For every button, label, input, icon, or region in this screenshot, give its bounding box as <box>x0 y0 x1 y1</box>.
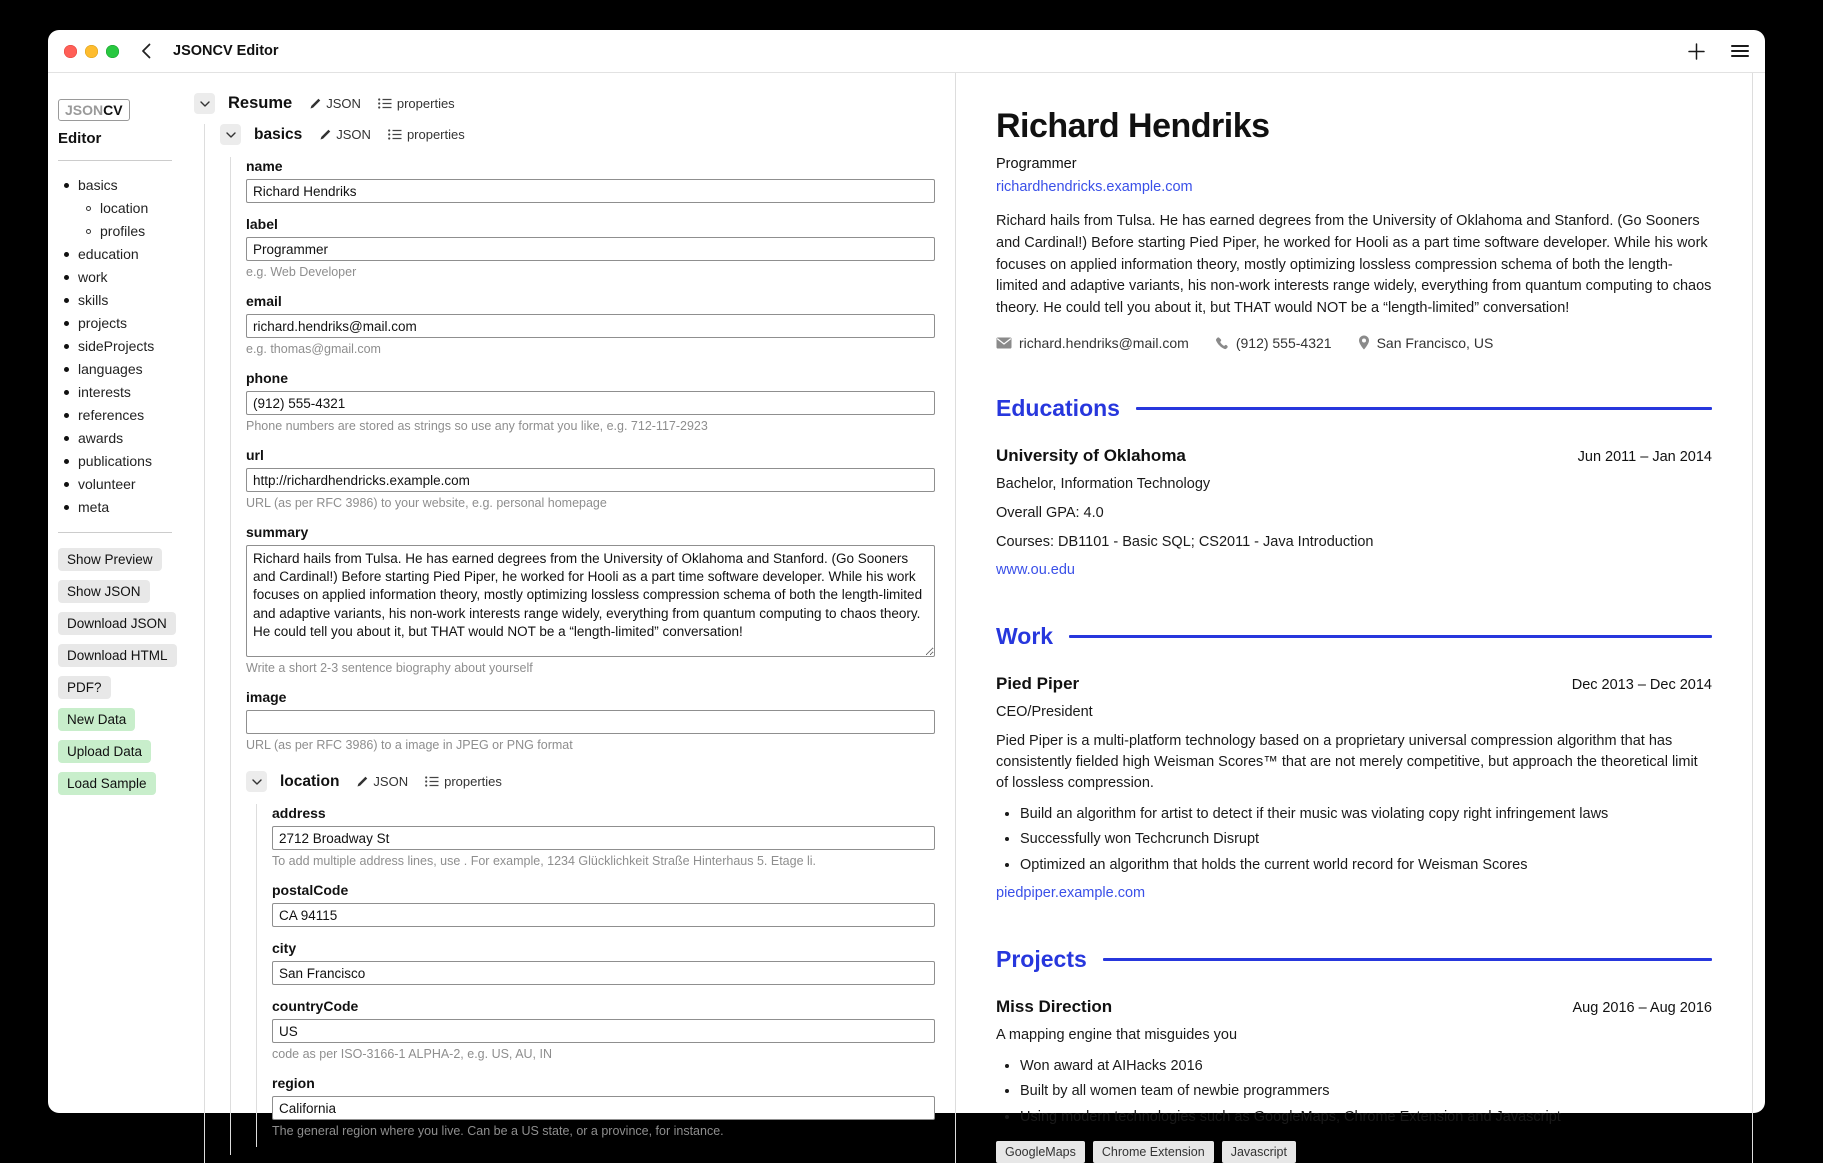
project-name: Miss Direction <box>996 996 1113 1016</box>
countrycode-label: countryCode <box>272 998 359 1014</box>
properties-list-icon <box>388 129 402 140</box>
upload-data-button[interactable]: Upload Data <box>58 740 151 763</box>
bullet-icon <box>64 390 69 395</box>
resume-edit-json-button[interactable]: JSON <box>309 96 361 111</box>
educations-heading: Educations <box>996 394 1120 421</box>
work-highlight: • Successfully won Techcrunch Disrupt <box>1020 829 1712 850</box>
sidebar-item-meta[interactable]: meta <box>58 496 174 519</box>
region-hint: The general region where you live. Can be a US state, or a province, for instance. <box>272 1124 724 1138</box>
bullet-icon <box>64 183 69 188</box>
envelope-icon <box>996 337 1012 349</box>
sidebar-item-languages[interactable]: languages <box>58 358 174 381</box>
collapse-resume-button[interactable] <box>194 93 215 114</box>
field-city <box>272 939 935 985</box>
hamburger-icon <box>1731 44 1749 58</box>
field-name <box>246 157 935 203</box>
bullet-icon <box>64 275 69 280</box>
pencil-icon <box>356 776 368 788</box>
phone-hint: Phone numbers are stored as strings so use any format you like, e.g. 712-117-2923 <box>246 419 708 433</box>
sidebar-item-profiles[interactable]: profiles <box>58 220 174 243</box>
project-highlight: • Using modern technologies such as GoogleMaps, Chrome Extension and Javascript <box>1020 1107 1712 1128</box>
field-phone <box>246 369 935 434</box>
education-title-row <box>996 446 1712 466</box>
project-highlights <box>996 1056 1712 1128</box>
region-input[interactable] <box>272 1096 935 1120</box>
chevron-down-icon <box>200 101 210 107</box>
work-highlight: • Optimized an algorithm that holds the current world record for Weisman Scores <box>1020 855 1712 876</box>
sidebar-item-location[interactable]: location <box>58 197 174 220</box>
preview-section-educations <box>996 395 1712 579</box>
work-rule <box>1069 635 1712 638</box>
projects-heading-row <box>996 946 1712 973</box>
plus-icon <box>1688 43 1705 60</box>
phone-input[interactable] <box>246 391 935 415</box>
bullet-icon <box>64 482 69 487</box>
field-countrycode <box>272 997 935 1062</box>
location-properties-button[interactable]: properties <box>425 774 502 789</box>
location-section-header <box>246 771 935 792</box>
bullet-icon <box>86 229 91 234</box>
educations-heading-row <box>996 395 1712 422</box>
basics-section-title: basics <box>254 125 303 143</box>
postalcode-input[interactable] <box>272 903 935 927</box>
bullet-icon <box>64 321 69 326</box>
work-title-row <box>996 674 1712 694</box>
project-date: Aug 2016 – Aug 2016 <box>1572 999 1712 1016</box>
properties-list-icon <box>425 776 439 787</box>
window-title: JSONCV Editor <box>173 43 279 59</box>
download-json-button[interactable]: Download JSON <box>58 612 176 635</box>
work-company: Pied Piper <box>996 673 1080 693</box>
resume-children <box>204 124 935 1163</box>
url-input[interactable] <box>246 468 935 492</box>
resume-section-title: Resume <box>228 94 293 112</box>
location-children <box>256 804 935 1147</box>
preview-job-title: Programmer <box>996 156 1077 172</box>
basics-children <box>230 157 935 1155</box>
phone-icon <box>1215 336 1229 350</box>
address-input[interactable] <box>272 826 935 850</box>
bullet-icon <box>86 206 91 211</box>
city-label: city <box>272 940 297 956</box>
field-label <box>246 215 935 280</box>
label-hint: e.g. Web Developer <box>246 265 357 279</box>
region-label: region <box>272 1075 315 1091</box>
work-link[interactable]: piedpiper.example.com <box>996 884 1146 901</box>
preview-section-work <box>996 623 1712 902</box>
work-date: Dec 2013 – Dec 2014 <box>1571 676 1712 693</box>
sidebar <box>48 73 180 1163</box>
sidebar-item-publications[interactable]: publications <box>58 450 174 473</box>
projects-rule <box>1103 958 1712 961</box>
preview-name: Richard Hendriks <box>996 107 1270 145</box>
back-chevron-icon <box>141 43 151 59</box>
sidebar-item-projects[interactable]: projects <box>58 312 174 335</box>
postalcode-label: postalCode <box>272 882 349 898</box>
pencil-icon <box>309 98 321 110</box>
menu-button[interactable] <box>1731 44 1749 58</box>
field-summary <box>246 523 935 676</box>
url-label: url <box>246 447 264 463</box>
load-sample-button[interactable]: Load Sample <box>58 772 156 795</box>
keyword-chip: Javascript <box>1222 1141 1296 1163</box>
field-region <box>272 1074 935 1139</box>
sidebar-item-work[interactable]: work <box>58 266 174 289</box>
app-window <box>48 30 1765 1160</box>
email-hint: e.g. thomas@gmail.com <box>246 342 381 356</box>
preview-contact-row <box>996 335 1712 351</box>
work-heading-row <box>996 623 1712 650</box>
summary-label: summary <box>246 524 309 540</box>
work-summary: Pied Piper is a multi-platform technology based on a proprietary universal compression algorithm that has consistently fielded high Weisman Scores™ that are not merely competitive, but approach the theoretical limit of lossless compression. <box>996 732 1698 791</box>
summary-textarea[interactable] <box>246 545 935 657</box>
field-url <box>246 446 935 511</box>
title-bar <box>48 30 1765 73</box>
properties-list-icon <box>378 98 392 109</box>
image-input[interactable] <box>246 710 935 734</box>
collapse-location-button[interactable] <box>246 771 267 792</box>
location-edit-json-button[interactable]: JSON <box>356 774 408 789</box>
bullet-icon <box>64 367 69 372</box>
basics-properties-button[interactable]: properties <box>388 127 465 142</box>
new-data-button[interactable]: New Data <box>58 708 135 731</box>
education-degree: Bachelor, Information Technology <box>996 475 1211 492</box>
work-item <box>996 674 1712 902</box>
sidebar-divider-bottom <box>58 532 172 533</box>
summary-hint: Write a short 2-3 sentence biography about yourself <box>246 661 533 675</box>
show-preview-button[interactable]: Show Preview <box>58 548 162 571</box>
contact-phone: (912) 555-4321 <box>1215 335 1332 351</box>
minimize-window-button[interactable] <box>85 45 98 58</box>
bullet-icon <box>64 252 69 257</box>
label-input[interactable] <box>246 237 935 261</box>
preview-section-projects <box>996 946 1712 1163</box>
image-label: image <box>246 689 287 705</box>
education-courses: Courses: DB1101 - Basic SQL; CS2011 - Java Introduction <box>996 533 1374 550</box>
sidebar-item-sideprojects[interactable]: sideProjects <box>58 335 174 358</box>
field-address <box>272 804 935 869</box>
image-hint: URL (as per RFC 3986) to a image in JPEG or PNG format <box>246 738 573 752</box>
show-json-button[interactable]: Show JSON <box>58 580 150 603</box>
resume-preview-pane <box>955 73 1753 1163</box>
project-keywords <box>996 1141 1712 1163</box>
sidebar-item-skills[interactable]: skills <box>58 289 174 312</box>
back-button[interactable] <box>141 43 151 59</box>
bullet-icon <box>64 436 69 441</box>
sidebar-item-basics[interactable]: basics <box>58 174 174 197</box>
collapse-basics-button[interactable] <box>220 124 241 145</box>
keyword-chip: GoogleMaps <box>996 1141 1085 1163</box>
logo-text-json: JSON <box>65 102 104 118</box>
phone-label: phone <box>246 370 288 386</box>
basics-edit-json-button[interactable]: JSON <box>319 127 371 142</box>
work-highlight: • Build an algorithm for artist to detect if their music was violating copy right infringement laws <box>1020 804 1712 825</box>
sidebar-nav <box>58 174 174 519</box>
project-highlight: • Won award at AIHacks 2016 <box>1020 1056 1712 1077</box>
sidebar-item-interests[interactable]: interests <box>58 381 174 404</box>
project-title-row <box>996 997 1712 1017</box>
city-input[interactable] <box>272 961 935 985</box>
education-institution: University of Oklahoma <box>996 445 1186 465</box>
bullet-icon <box>64 344 69 349</box>
download-html-button[interactable]: Download HTML <box>58 644 177 667</box>
contact-email: richard.hendriks@mail.com <box>996 335 1189 351</box>
bullet-icon <box>64 505 69 510</box>
url-hint: URL (as per RFC 3986) to your website, e.g. personal homepage <box>246 496 607 510</box>
sidebar-item-education[interactable]: education <box>58 243 174 266</box>
projects-heading: Projects <box>996 945 1087 972</box>
editor-form-pane <box>180 73 955 1163</box>
education-link[interactable]: www.ou.edu <box>996 561 1075 578</box>
preview-summary: Richard hails from Tulsa. He has earned degrees from the University of Oklahoma and Stanford. (Go Sooners and Cardinal!) Before starting Pied Piper, he worked for Hooli as a part time software developer. While his work focuses on applied information theory, mostly optimizing lossless compression schema of both the length-limited and adaptive variants, his non-work interests range widely, everything from quantum computing to chaos theory. He could tell you about it, but THAT would NOT be a “length-limited” conversation! <box>996 213 1712 316</box>
countrycode-input[interactable] <box>272 1019 935 1043</box>
sidebar-item-awards[interactable]: awards <box>58 427 174 450</box>
field-email <box>246 292 935 357</box>
label-label: label <box>246 216 278 232</box>
educations-rule <box>1136 407 1712 410</box>
field-postalcode <box>272 881 935 927</box>
project-item <box>996 997 1712 1163</box>
countrycode-hint: code as per ISO-3166-1 ALPHA-2, e.g. US, AU, IN <box>272 1047 552 1061</box>
resume-section-header <box>194 93 935 114</box>
location-pin-icon <box>1358 335 1370 350</box>
address-label: address <box>272 805 326 821</box>
contact-location: San Francisco, US <box>1358 335 1494 351</box>
field-image <box>246 688 935 753</box>
close-window-button[interactable] <box>64 45 77 58</box>
education-gpa: Overall GPA: 4.0 <box>996 504 1104 521</box>
window-controls <box>64 45 119 58</box>
sidebar-subtitle: Editor <box>58 130 102 147</box>
name-label: name <box>246 158 283 174</box>
main-content <box>48 73 1765 1163</box>
work-heading: Work <box>996 622 1054 649</box>
work-position: CEO/President <box>996 703 1093 720</box>
preview-website-link[interactable]: richardhendricks.example.com <box>996 179 1193 195</box>
pencil-icon <box>319 129 331 141</box>
logo-text-cv: CV <box>103 102 123 118</box>
resume-properties-button[interactable]: properties <box>378 96 455 111</box>
jsoncv-logo <box>58 99 130 121</box>
chevron-down-icon <box>226 132 236 138</box>
sidebar-item-references[interactable]: references <box>58 404 174 427</box>
new-tab-button[interactable] <box>1688 43 1705 60</box>
education-date: Jun 2011 – Jan 2014 <box>1577 448 1712 465</box>
email-label: email <box>246 293 282 309</box>
sidebar-item-volunteer[interactable]: volunteer <box>58 473 174 496</box>
chevron-down-icon <box>252 779 262 785</box>
education-item <box>996 446 1712 579</box>
work-highlights <box>996 804 1712 876</box>
address-hint: To add multiple address lines, use . For example, 1234 Glücklichkeit Straße Hinterhaus 5. Etage li. <box>272 854 817 868</box>
sidebar-divider-top <box>58 160 172 161</box>
name-input[interactable] <box>246 179 935 203</box>
bullet-icon <box>64 413 69 418</box>
location-section-title: location <box>280 772 340 790</box>
right-gutter <box>1753 73 1765 1163</box>
bullet-icon <box>64 459 69 464</box>
keyword-chip: Chrome Extension <box>1093 1141 1214 1163</box>
project-highlight: • Built by all women team of newbie programmers <box>1020 1081 1712 1102</box>
bullet-icon <box>64 298 69 303</box>
email-input[interactable] <box>246 314 935 338</box>
basics-section-header <box>220 124 935 145</box>
project-description: A mapping engine that misguides you <box>996 1026 1238 1043</box>
pdf-button[interactable]: PDF? <box>58 676 111 699</box>
sidebar-buttons <box>58 548 174 795</box>
zoom-window-button[interactable] <box>106 45 119 58</box>
